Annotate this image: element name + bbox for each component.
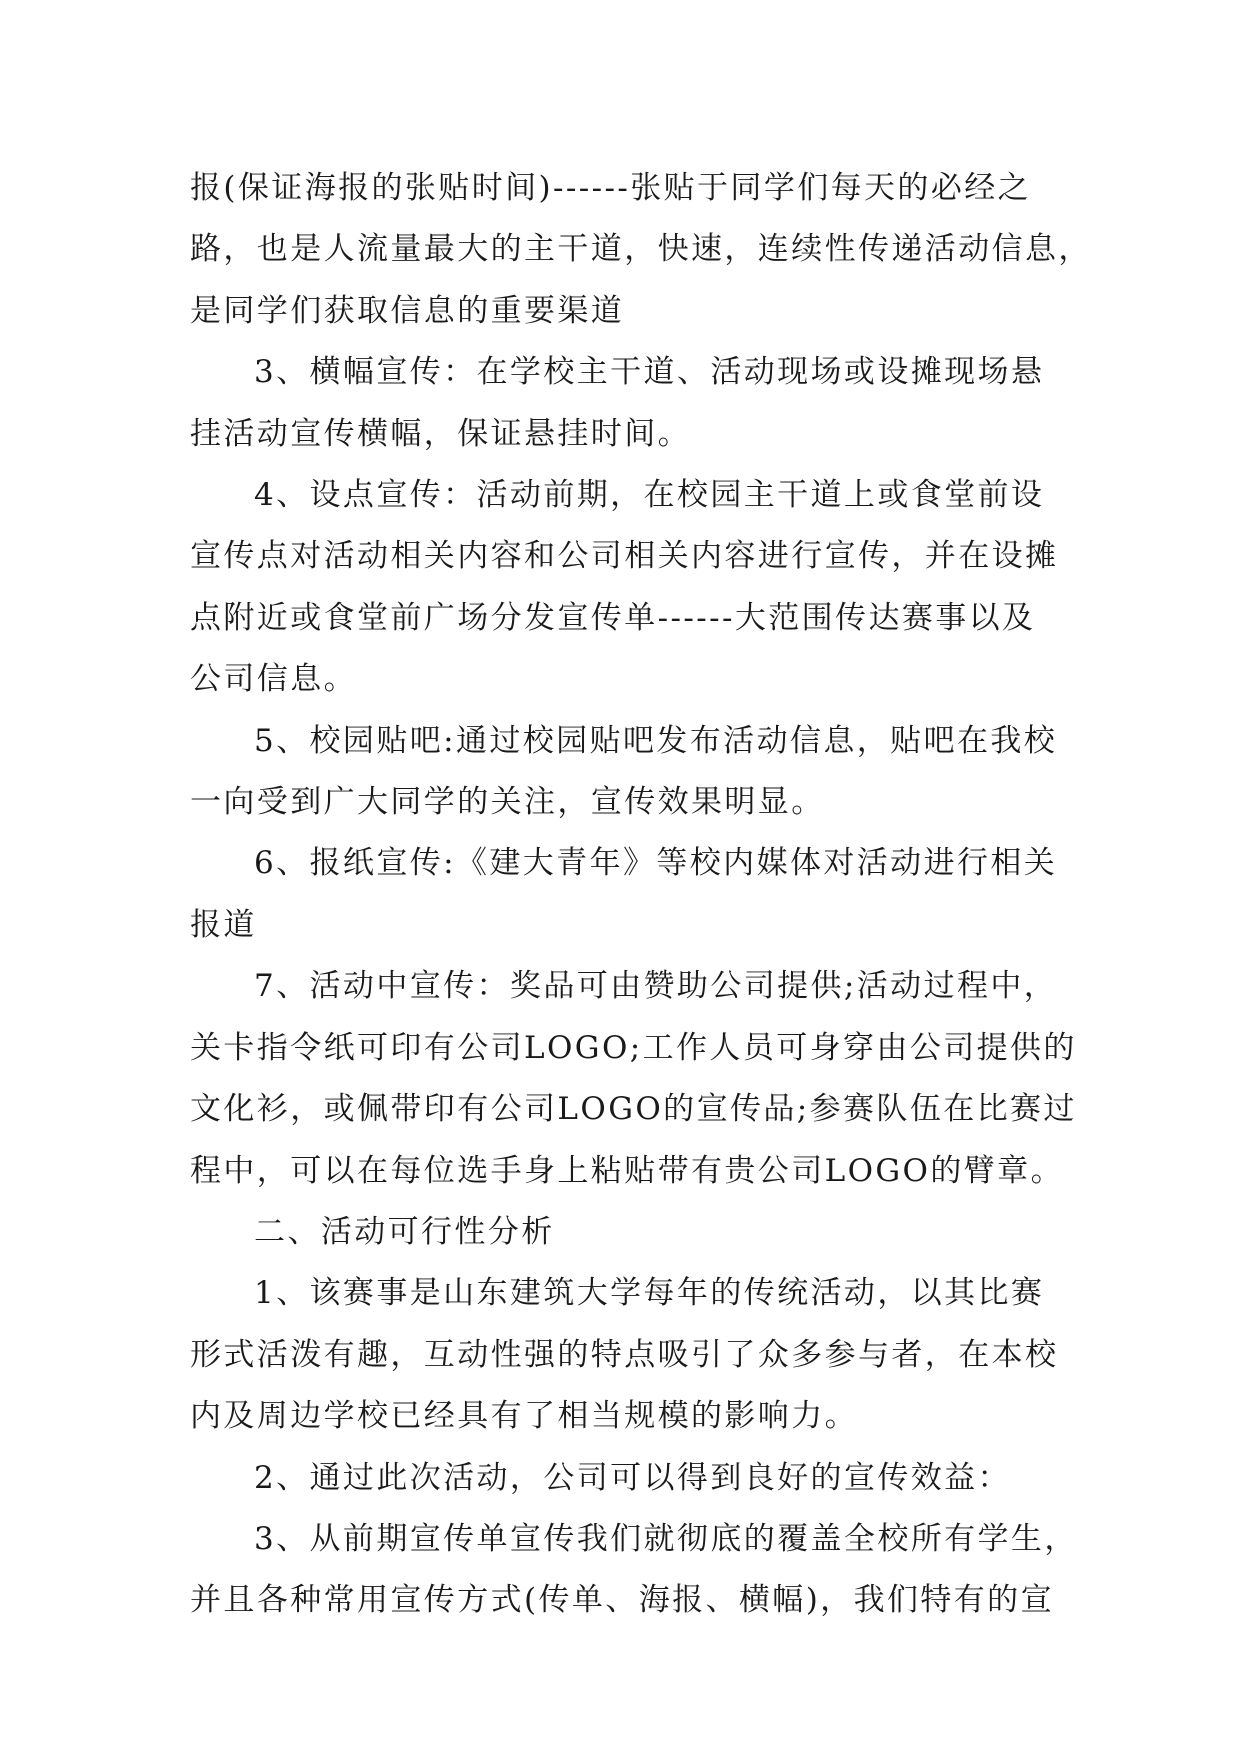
paragraph-poster-continued	[190, 158, 1092, 342]
paragraph-event-promotion	[190, 956, 1077, 1202]
paragraph-feasibility-3	[190, 1509, 1078, 1632]
text-line: 宣传点对活动相关内容和公司相关内容进行宣传，并在设摊	[190, 538, 1059, 575]
text-line: 1、该赛事是山东建筑大学每年的传统活动，以其比赛	[254, 1275, 1045, 1312]
document-body	[190, 158, 1092, 1632]
text-line: 关卡指令纸可印有公司LOGO;工作人员可身穿由公司提供的	[190, 1029, 1077, 1066]
paragraph-feasibility-2	[190, 1448, 1070, 1509]
paragraph-newspaper-promotion	[190, 833, 1070, 956]
text-line: 点附近或食堂前广场分发宣传单------大范围传达赛事以及	[190, 599, 1036, 636]
text-line: 公司信息。	[190, 661, 357, 698]
text-line: 3、从前期宣传单宣传我们就彻底的覆盖全校所有学生，	[254, 1520, 1078, 1557]
text-line: 挂活动宣传横幅，保证悬挂时间。	[190, 415, 691, 452]
text-line: 内及周边学校已经具有了相当规模的影响力。	[190, 1398, 858, 1435]
text-line: 形式活泼有趣，互动性强的特点吸引了众多参与者，在本校	[190, 1336, 1059, 1373]
paragraph-campus-forum	[190, 711, 1070, 834]
paragraph-booth-promotion	[190, 465, 1070, 711]
text-line: 5、校园贴吧:通过校园贴吧发布活动信息，贴吧在我校	[254, 722, 1058, 759]
text-line: 6、报纸宣传:《建大青年》等校内媒体对活动进行相关	[254, 845, 1058, 882]
text-line: 报(保证海报的张贴时间)------张贴于同学们每天的必经之	[190, 170, 1032, 206]
section-heading-feasibility	[190, 1202, 1070, 1263]
text-line: 报道	[190, 906, 257, 943]
text-line: 3、横幅宣传：在学校主干道、活动现场或设摊现场悬	[254, 354, 1045, 391]
text-line: 路，也是人流量最大的主干道，快速，连续性传递活动信息，	[190, 231, 1092, 268]
text-line: 2、通过此次活动，公司可以得到良好的宣传效益：	[254, 1459, 1011, 1496]
paragraph-banner-promotion	[190, 342, 1070, 465]
text-line: 是同学们获取信息的重要渠道	[190, 292, 625, 329]
text-line: 4、设点宣传：活动前期，在校园主干道上或食堂前设	[254, 477, 1045, 514]
text-line: 程中，可以在每位选手身上粘贴带有贵公司LOGO的臂章。	[190, 1152, 1064, 1189]
text-line: 一向受到广大同学的关注，宣传效果明显。	[190, 784, 825, 821]
paragraph-feasibility-1	[190, 1263, 1070, 1447]
text-line: 并且各种常用宣传方式(传单、海报、横幅)，我们特有的宣	[190, 1582, 1054, 1619]
text-line: 文化衫，或佩带印有公司LOGO的宣传品;参赛队伍在比赛过	[190, 1091, 1077, 1128]
text-line: 7、活动中宣传：奖品可由赞助公司提供;活动过程中，	[254, 968, 1058, 1005]
text-line: 二、活动可行性分析	[254, 1213, 555, 1250]
